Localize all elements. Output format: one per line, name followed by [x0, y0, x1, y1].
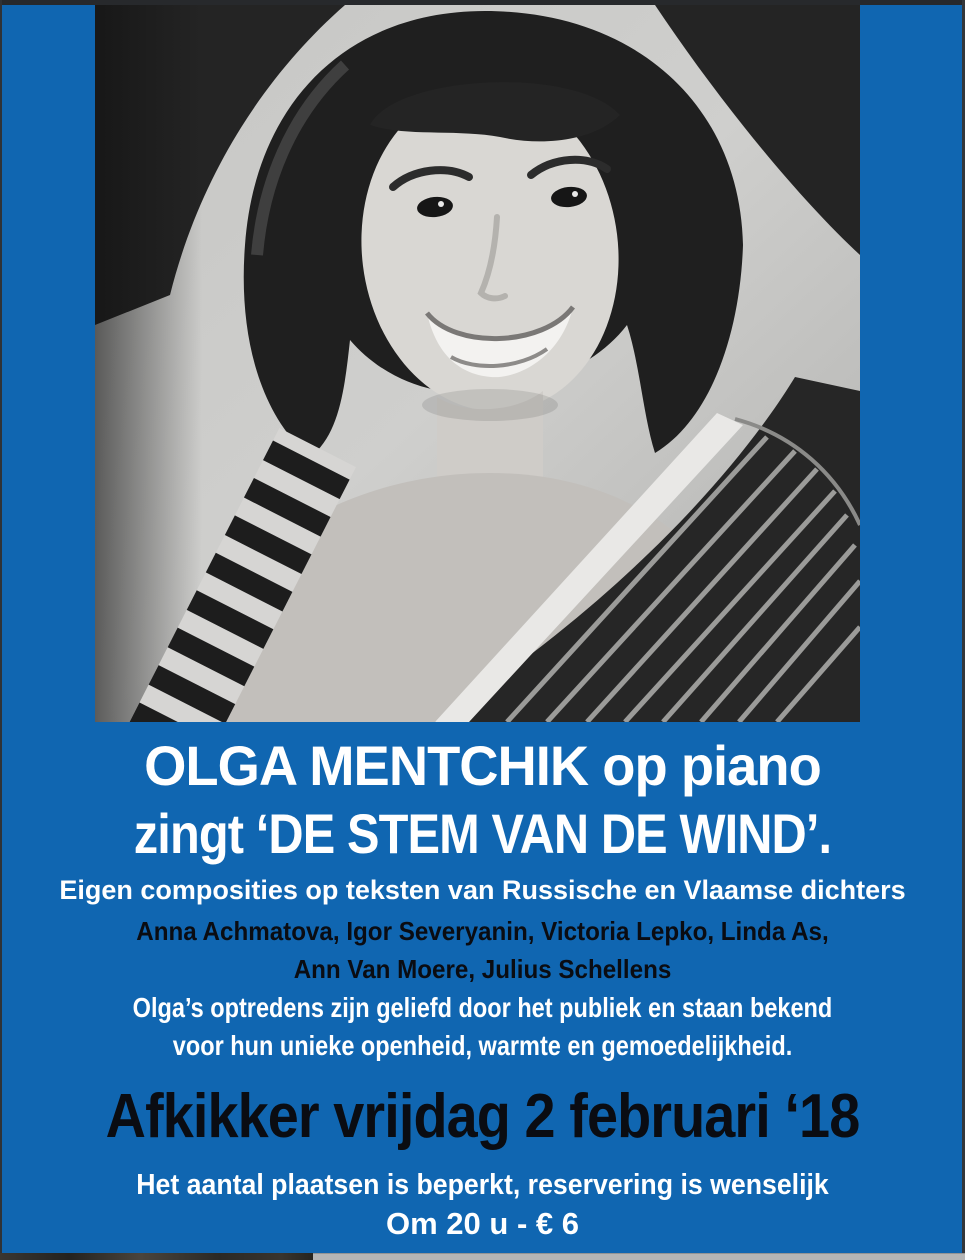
poets-list-line1: Anna Achmatova, Igor Severyanin, Victoria Lepko, Linda As, — [136, 916, 829, 946]
left-edge-strip — [0, 0, 2, 1260]
poets-list-line2: Ann Van Moere, Julius Schellens — [293, 954, 672, 984]
description-line1: Olga’s optredens zijn geliefd door het publiek en staan bekend — [132, 992, 833, 1023]
bottom-left-photo-fragment — [0, 1253, 313, 1260]
poster-title-line1: OLGA MENTCHIK op piano — [144, 734, 821, 797]
time-price-line: Om 20 u - € 6 — [386, 1206, 579, 1241]
bottom-right-gray-strip — [313, 1253, 965, 1260]
reservation-note: Het aantal plaatsen is beperkt, reservering is wenselijk — [136, 1169, 829, 1201]
portrait-photo — [95, 5, 860, 722]
poster-title-line2: zingt ‘DE STEM VAN DE WIND’. — [133, 802, 832, 865]
poster-subtitle: Eigen composities op teksten van Russische en Vlaamse dichters — [59, 875, 906, 905]
description-line2: voor hun unieke openheid, warmte en gemoedelijkheid. — [172, 1030, 793, 1061]
event-venue-date: Afkikker vrijdag 2 februari ‘18 — [105, 1082, 860, 1151]
